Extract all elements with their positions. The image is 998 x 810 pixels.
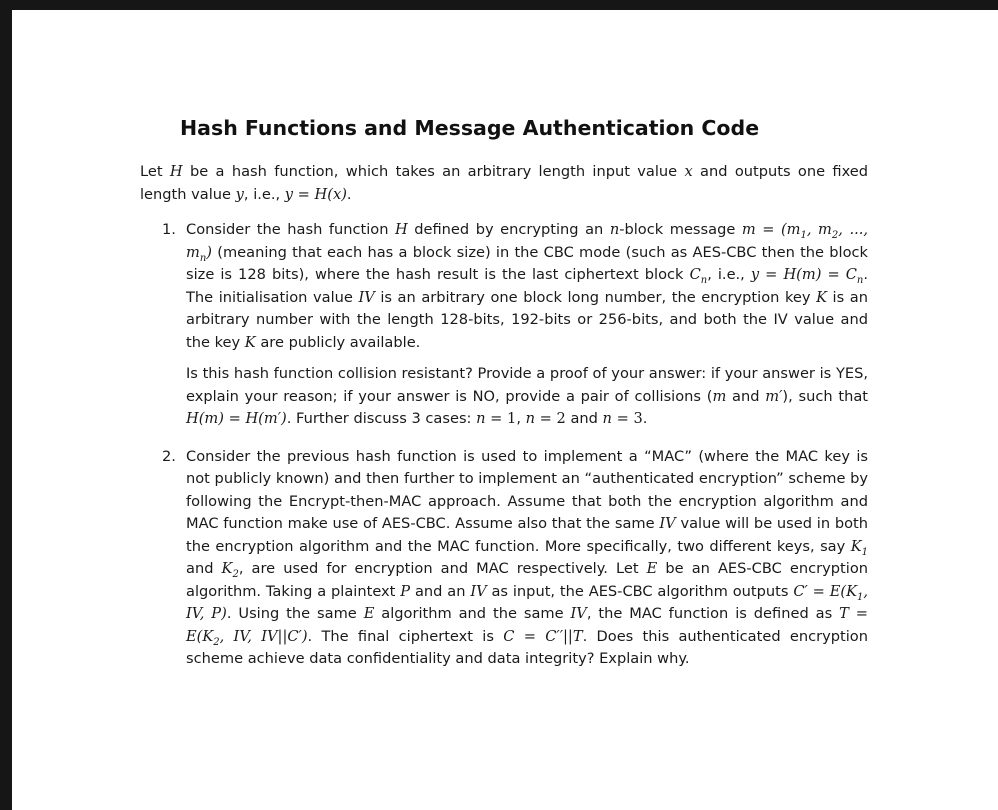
intro-text: .: [346, 185, 352, 203]
q1-text: Is this hash function collision resistant? Provide a proof of your answer: if your answer is YES, explain your reason; if your answer is NO, provide a pair of collisions (: [186, 365, 868, 405]
math-subscript: n: [700, 274, 708, 286]
q2-text: . Does this authenticated encryption scheme achieve data confidentiality and data integrity? Explain why.: [186, 627, 868, 667]
math-n: n: [609, 221, 620, 238]
q1-text: and: [565, 410, 603, 427]
math-y-equals-cn: [750, 266, 864, 286]
math-iv: IV: [470, 582, 487, 600]
q2-text: and: [186, 560, 222, 577]
q1-text: . The initialisation value: [186, 266, 868, 306]
intro-paragraph: [140, 161, 868, 206]
math-iv: IV: [659, 515, 676, 532]
math-part: K: [850, 537, 862, 555]
q1-text: Consider the hash function: [186, 221, 395, 238]
q2-text: , the MAC function is defined as: [586, 605, 840, 622]
q1-text: , i.e.,: [707, 266, 751, 283]
math-value: = 3: [611, 410, 643, 427]
math-n: n: [476, 410, 486, 427]
q1-text: -block message: [619, 221, 742, 238]
math-subscript: n: [199, 252, 207, 264]
q1-text: are publicly available.: [255, 333, 421, 351]
math-e: E: [646, 560, 658, 577]
math-subscript: 1: [800, 229, 807, 241]
question-2-paragraph: [186, 446, 868, 671]
q2-text: algorithm and the same: [374, 605, 571, 622]
q1-text: (meaning that each has a block size) in the CBC mode (such as AES-CBC then the block size is 128 bits), where the hash result is the last ciphertext block: [186, 243, 868, 283]
document-body: [140, 114, 868, 671]
math-k2: [221, 560, 239, 580]
math-collision: H(m) = H(m′): [186, 410, 287, 427]
question-2: [162, 446, 868, 671]
math-subscript: 2: [831, 229, 839, 241]
q1-text: and: [726, 387, 766, 405]
math-final-ciphertext: C = C′′||T: [503, 627, 583, 645]
math-part: ): [206, 243, 212, 261]
q2-text: as input, the AES-CBC algorithm outputs: [486, 582, 794, 600]
q1-text: is an arbitrary number with the length 128-bits, 192-bits or 256-bits, and both the IV value and the key: [186, 288, 868, 351]
q1-text: ), such that: [782, 387, 869, 405]
math-subscript: n: [856, 274, 864, 286]
q2-text: . The final ciphertext is: [307, 627, 504, 645]
math-k: K: [244, 333, 256, 351]
math-part: , IV, P): [186, 582, 868, 622]
math-iv: IV: [358, 288, 375, 306]
q1-text: . Further discuss 3 cases:: [286, 410, 477, 427]
math-part: m = (m: [741, 221, 801, 238]
q1-text: .: [642, 410, 648, 427]
math-h: H: [169, 163, 183, 180]
math-part: y = H(m) = C: [750, 266, 857, 283]
math-h: H: [394, 221, 408, 238]
math-part: , IV, IV||C′): [219, 627, 308, 645]
math-p: P: [400, 582, 411, 600]
intro-text: Let: [140, 163, 170, 180]
math-part: C′ = E(K: [793, 582, 857, 600]
document-page: [12, 10, 998, 810]
math-n: n: [602, 410, 612, 427]
math-subscript: 1: [856, 591, 864, 603]
math-value: = 1: [485, 410, 517, 427]
math-part: C: [689, 266, 701, 283]
intro-text: , i.e.,: [243, 185, 285, 203]
math-subscript: 2: [232, 568, 239, 580]
math-x: x: [684, 163, 693, 180]
page-title: Hash Functions and Message Authentication Code: [180, 116, 760, 140]
q2-text: and an: [410, 582, 471, 600]
question-1-paragraph-1: [186, 219, 868, 354]
math-value: = 2: [535, 410, 566, 427]
math-y: y: [235, 185, 244, 203]
math-k1: [850, 537, 868, 558]
question-1: [162, 219, 869, 431]
math-cn: [689, 266, 708, 286]
q2-text: value will be used in both the encryption algorithm and the MAC function. More specifically, two different keys, say: [186, 515, 868, 555]
math-n: n: [525, 410, 536, 427]
math-iv: IV: [570, 605, 587, 622]
math-subscript: 2: [213, 636, 220, 648]
math-k: K: [816, 288, 827, 306]
math-subscript: 1: [861, 546, 868, 558]
q1-text: ,: [516, 410, 526, 427]
math-part: K: [221, 560, 233, 577]
math-part: , m: [806, 221, 832, 238]
math-part: T = E(K: [186, 605, 868, 645]
math-y-equals-hx: y = H(x): [284, 185, 347, 203]
q2-text: be an AES-CBC encryption algorithm. Taking a plaintext: [186, 560, 868, 600]
q1-text: defined by encrypting an: [407, 221, 610, 238]
q2-text: , are used for encryption and MAC respectively. Let: [238, 560, 647, 577]
math-m: m: [712, 387, 727, 405]
question-number: 2.: [162, 447, 176, 465]
q1-text: is an arbitrary one block long number, the encryption key: [374, 288, 817, 306]
math-m-prime: m′: [765, 387, 783, 405]
intro-text: and outputs one fixed length value: [140, 163, 869, 203]
intro-text: be a hash function, which takes an arbitrary length input value: [182, 163, 685, 180]
question-number: 1.: [162, 221, 176, 238]
math-e: E: [363, 605, 375, 622]
q2-text: . Using the same: [226, 605, 364, 622]
q2-text: Consider the previous hash function is used to implement a “MAC” (where the MAC key is not publicly known) and then further to implement an “authenticated encryption” scheme by following the Encrypt-then-MAC approach. Assume that both the encryption algorithm and MAC function make use of AES-CBC. Assume also that the same: [186, 447, 868, 532]
math-part: , ..., m: [186, 221, 869, 261]
question-1-paragraph-2: [186, 363, 868, 431]
